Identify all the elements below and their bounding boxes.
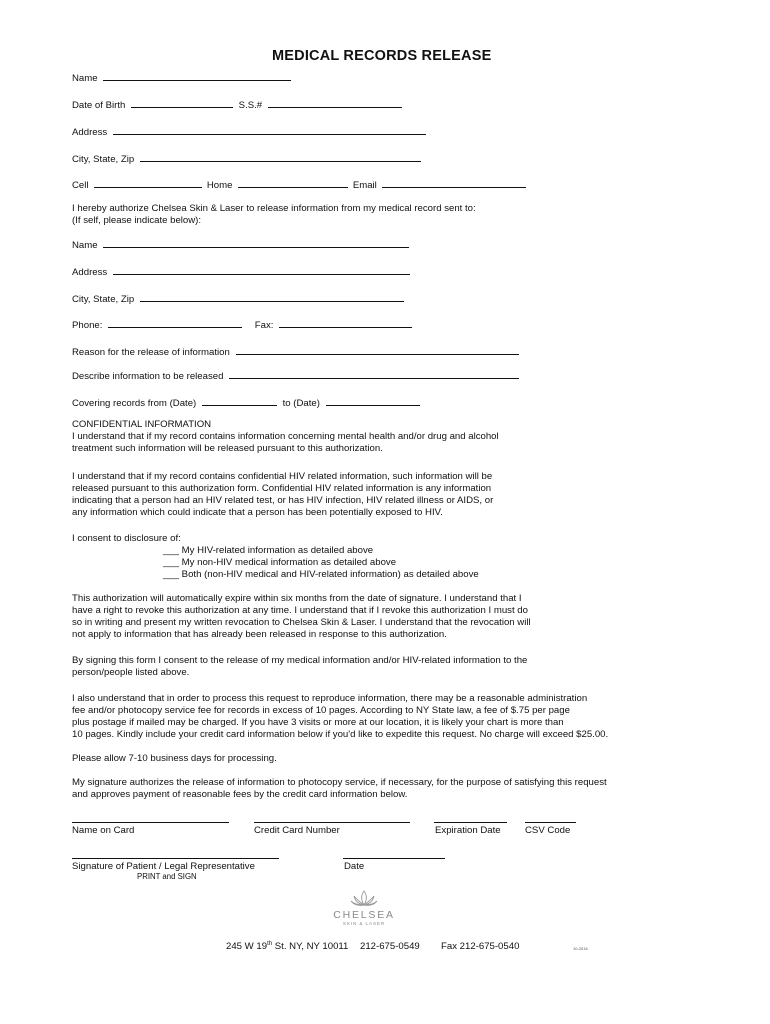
processing-note: Please allow 7-10 business days for processing. [72, 753, 277, 764]
patient-city-label: City, State, Zip [72, 154, 135, 165]
hiv-paragraph [72, 471, 692, 519]
patient-address-field[interactable] [113, 125, 426, 135]
footer-address [226, 941, 348, 953]
photocopy-line: and approves payment of reasonable fees by the credit card information below. [72, 789, 408, 800]
fees-paragraph [72, 693, 692, 741]
dob-label: Date of Birth [72, 100, 126, 111]
confidential-section [72, 419, 692, 455]
patient-address-label: Address [72, 127, 108, 138]
patient-city-field[interactable] [140, 152, 421, 162]
signing-line: By signing this form I consent to the release of my medical information and/or HIV-related information to the [72, 655, 528, 666]
covering-to-field[interactable] [326, 396, 420, 406]
ssn-field[interactable] [268, 98, 402, 108]
logo-tagline: SKIN & LASER [342, 921, 386, 926]
card-csv-label: CSV Code [525, 825, 571, 836]
card-name-label: Name on Card [72, 825, 135, 836]
expiry-line: This authorization will automatically expire within six months from the date of signature. I understand that I [72, 593, 522, 604]
hiv-line: I understand that if my record contains confidential HIV related information, such information will be [72, 471, 493, 482]
card-expiration-field[interactable] [434, 822, 507, 823]
patient-name-row [72, 71, 291, 85]
reason-field[interactable] [236, 345, 519, 355]
footer-phone: 212-675-0549 [360, 941, 420, 952]
dob-row [72, 98, 402, 112]
hiv-line: indicating that a person had an HIV related test, or has HIV infection, HIV related illness or AIDS, or [72, 495, 494, 506]
fax-field[interactable] [279, 318, 412, 328]
photocopy-paragraph [72, 777, 692, 801]
lotus-icon [350, 889, 378, 909]
signature-date-field[interactable] [343, 858, 445, 859]
footer-address-number: 245 W 19 [226, 941, 268, 952]
describe-field[interactable] [229, 369, 519, 379]
expiry-line: have a right to revoke this authorization at any time. I understand that if I revoke this authorization I must do [72, 605, 528, 616]
confidential-p1-line: I understand that if my record contains information concerning mental health and/or drug and alcohol [72, 431, 499, 442]
authorize-statement [72, 203, 692, 227]
print-sign-label: PRINT and SIGN [137, 872, 197, 881]
patient-name-label: Name [72, 73, 98, 84]
reason-row [72, 345, 519, 359]
logo-name: CHELSEA [333, 909, 395, 921]
recipient-address-field[interactable] [113, 265, 410, 275]
recipient-address-row [72, 265, 410, 279]
fax-label: Fax: [254, 320, 274, 331]
patient-name-field[interactable] [103, 71, 291, 81]
ssn-label: S.S.# [238, 100, 263, 111]
dob-field[interactable] [131, 98, 233, 108]
recipient-city-label: City, State, Zip [72, 294, 135, 305]
covering-to-label: to (Date) [282, 398, 320, 409]
card-number-field[interactable] [254, 822, 410, 823]
consent-heading: I consent to disclosure of: [72, 533, 181, 544]
signature-label: Signature of Patient / Legal Representative [72, 861, 255, 872]
footer-address-suffix: th [267, 940, 273, 947]
card-name-field[interactable] [72, 822, 229, 823]
phone-field[interactable] [108, 318, 242, 328]
recipient-city-row [72, 292, 404, 306]
recipient-name-label: Name [72, 240, 98, 251]
covering-label: Covering records from (Date) [72, 398, 197, 409]
confidential-p1-line: treatment such information will be released pursuant to this authorization. [72, 443, 383, 454]
fees-line: plus postage if mailed may be charged. If you have 3 visits or more at our location, it is likely your chart is more than [72, 717, 564, 728]
recipient-city-field[interactable] [140, 292, 404, 302]
expiry-line: so in writing and present my written revocation to Chelsea Skin & Laser. I understand that the revocation will [72, 617, 531, 628]
card-expiration-label: Expiration Date [435, 825, 501, 836]
describe-label: Describe information to be released [72, 371, 224, 382]
authorize-line: (If self, please indicate below): [72, 215, 202, 226]
fees-line: 10 pages. Kindly include your credit card information below if you'd like to expedite this request. No charge will exceed $25.00. [72, 729, 609, 740]
recipient-name-field[interactable] [103, 238, 409, 248]
expiry-line: not apply to information that has already been released in response to this authorization. [72, 629, 447, 640]
recipient-address-label: Address [72, 267, 108, 278]
home-field[interactable] [238, 178, 348, 188]
signature-date-label: Date [344, 861, 365, 872]
signing-paragraph [72, 655, 692, 679]
hiv-line: released pursuant to this authorization form. Confidential HIV related information is any information [72, 483, 492, 494]
email-label: Email [352, 180, 377, 191]
cell-label: Cell [72, 180, 89, 191]
footer-form-code: 10-2016 [573, 946, 588, 951]
covering-from-field[interactable] [202, 396, 277, 406]
photocopy-line: My signature authorizes the release of information to photocopy service, if necessary, for the purpose of satisfying this request [72, 777, 607, 788]
cell-field[interactable] [94, 178, 202, 188]
patient-address-row [72, 125, 426, 139]
home-label: Home [206, 180, 233, 191]
recipient-name-row [72, 238, 409, 252]
consent-option-hiv[interactable]: ___ My HIV-related information as detailed above [163, 545, 374, 556]
covering-row [72, 396, 420, 410]
fees-line: I also understand that in order to process this request to reproduce information, there may be a reasonable administration [72, 693, 588, 704]
footer-address-street: St. NY, NY 10011 [272, 941, 349, 952]
signing-line: person/people listed above. [72, 667, 190, 678]
signature-field[interactable] [72, 858, 279, 859]
footer-fax: Fax 212-675-0540 [441, 941, 520, 952]
fees-line: fee and/or photocopy service fee for records in excess of 10 pages. According to NY State law, a fee of $.75 per page [72, 705, 570, 716]
confidential-heading: CONFIDENTIAL INFORMATION [72, 419, 212, 430]
patient-city-row [72, 152, 421, 166]
card-csv-field[interactable] [525, 822, 576, 823]
hiv-line: any information which could indicate that a person has been potentially exposed to HIV. [72, 507, 443, 518]
consent-option-non-hiv[interactable]: ___ My non-HIV medical information as detailed above [163, 557, 397, 568]
phone-label: Phone: [72, 320, 103, 331]
chelsea-logo [333, 889, 395, 927]
authorize-line: I hereby authorize Chelsea Skin & Laser to release information from my medical record sent to: [72, 203, 476, 214]
consent-option-both[interactable]: ___ Both (non-HIV medical and HIV-related information) as detailed above [163, 569, 479, 580]
email-field[interactable] [382, 178, 526, 188]
card-number-label: Credit Card Number [254, 825, 340, 836]
describe-row [72, 369, 519, 383]
expiry-paragraph [72, 593, 692, 641]
recipient-phone-row [72, 318, 412, 332]
reason-label: Reason for the release of information [72, 347, 230, 358]
patient-phone-row [72, 178, 526, 192]
page-title: MEDICAL RECORDS RELEASE [272, 48, 492, 64]
